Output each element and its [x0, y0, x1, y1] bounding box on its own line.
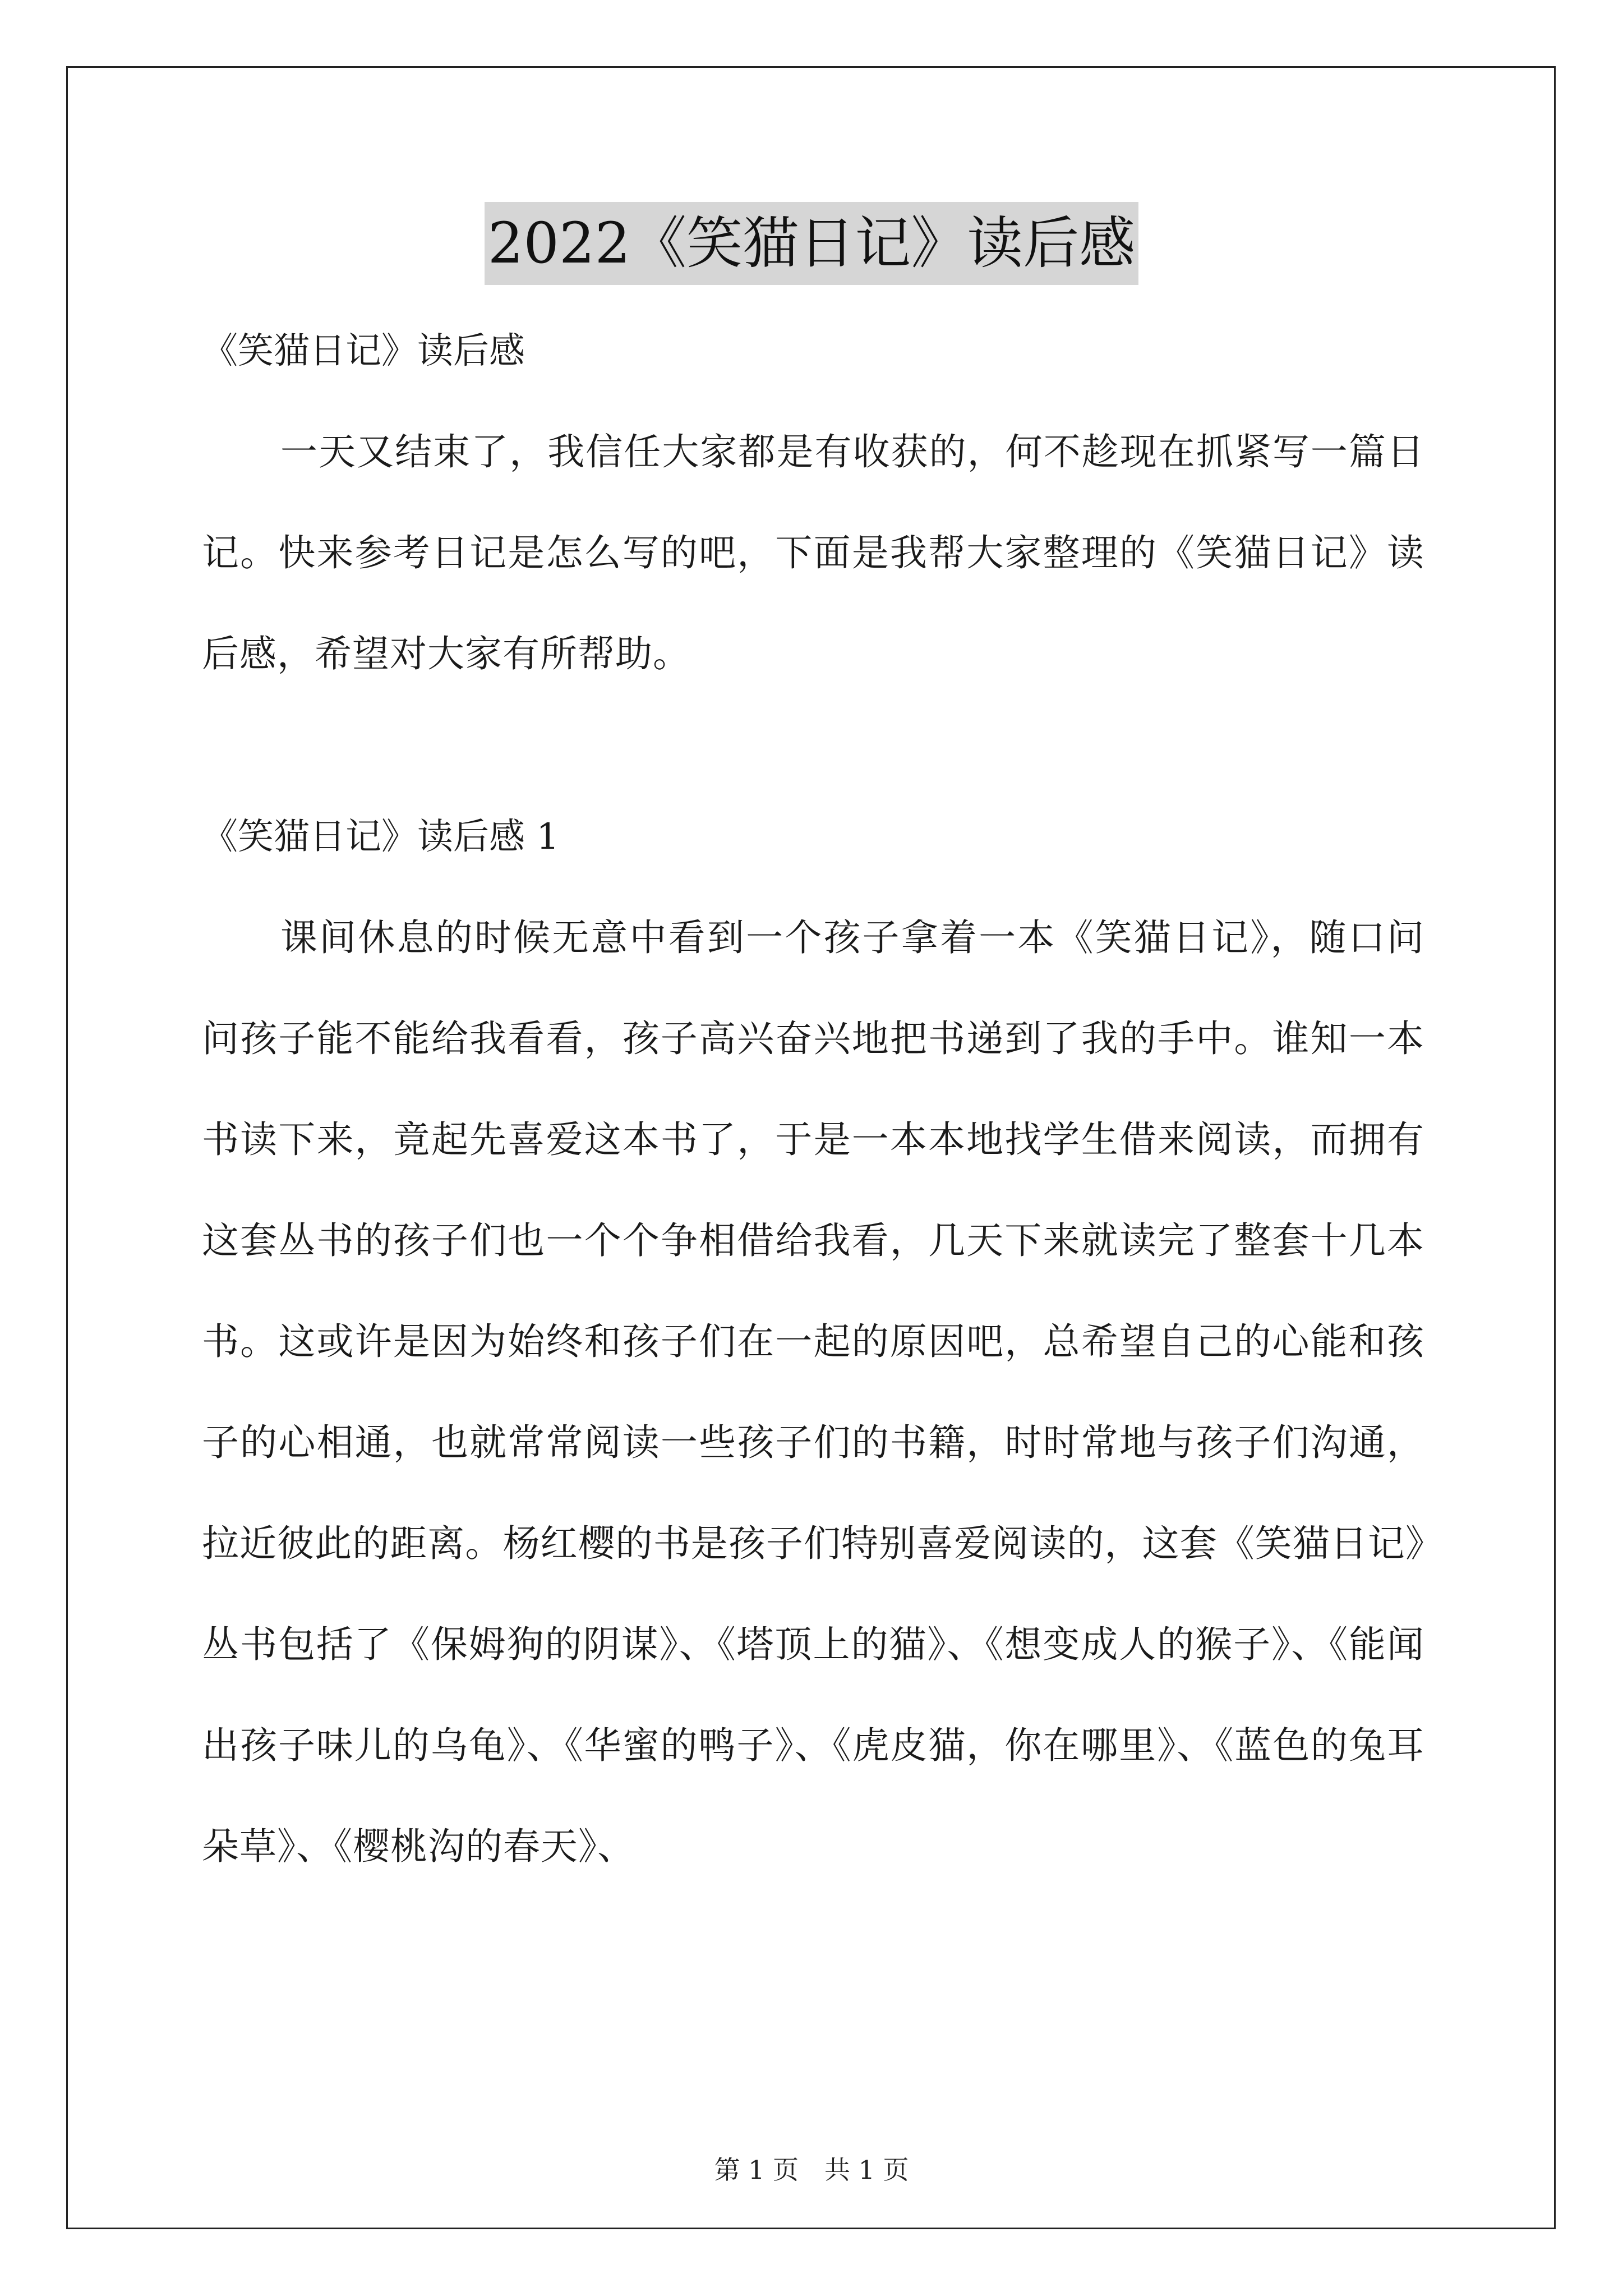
- page-footer: [0, 2153, 1623, 2187]
- intro-paragraph: 一天又结束了，我信任大家都是有收获的，何不趁现在抓紧写一篇日记。快来参考日记是怎么写的吧，下面是我帮大家整理的《笑猫日记》读后感，希望对大家有所帮助。: [202, 430, 1424, 675]
- page-total: 共 1 页: [824, 2155, 909, 2185]
- section-heading-1: 《笑猫日记》读后感 1: [202, 816, 560, 858]
- section-spacer: [202, 705, 1424, 789]
- document-title-container: [0, 202, 1623, 285]
- section-heading-intro: 《笑猫日记》读后感: [202, 330, 525, 372]
- document-title: 2022《笑猫日记》读后感: [485, 202, 1139, 285]
- page-number: 第 1 页: [714, 2155, 799, 2185]
- section-1-paragraph: 课间休息的时候无意中看到一个孩子拿着一本《笑猫日记》，随口问问孩子能不能给我看看，孩子高兴奋兴地把书递到了我的手中。谁知一本书读下来，竟起先喜爱这本书了，于是一本本地找学生借来阅读，而拥有这套丛书的孩子们也一个个争相借给我看，几天下来就读完了整套十几本书。这或许是因为始终和孩子们在一起的原因吧，总希望自己的心能和孩子的心相通，也就常常阅读一些孩子们的书籍，时时常地与孩子们沟通，拉近彼此的距离。杨红樱的书是孩子们特别喜爱阅读的，这套《笑猫日记》丛书包括了《保姆狗的阴谋》、《塔顶上的猫》、《想变成人的猴子》、《能闻出孩子味儿的乌龟》、《华蜜的鸭子》、《虎皮猫，你在哪里》、《蓝色的兔耳朵草》、《樱桃沟的春天》、: [202, 916, 1424, 1868]
- document-body: [202, 303, 1424, 1897]
